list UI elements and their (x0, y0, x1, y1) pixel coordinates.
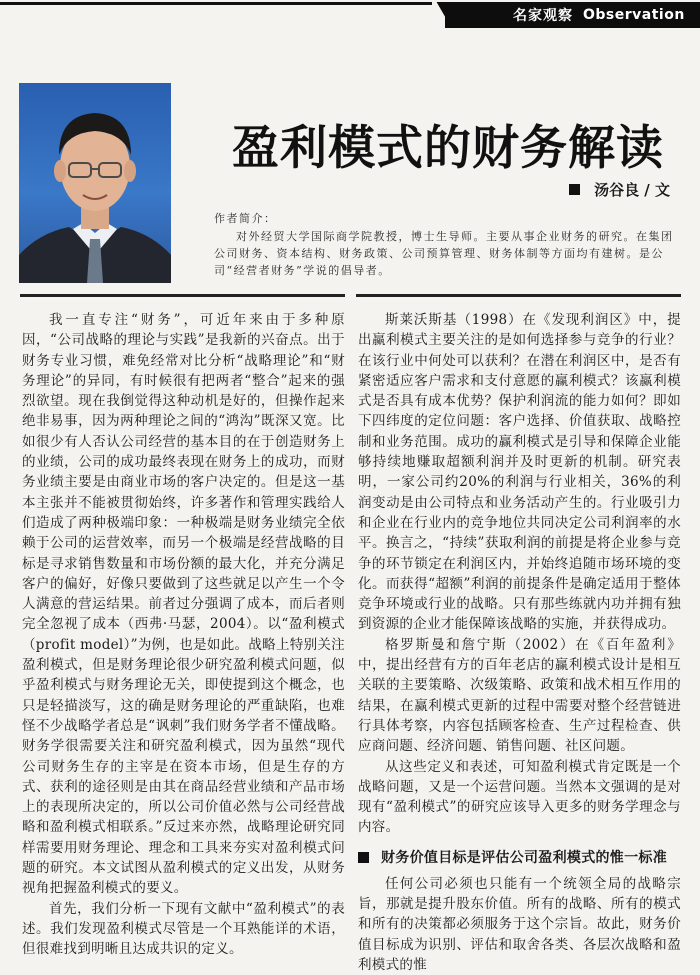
byline (569, 179, 670, 200)
body-paragraph: 任何公司必须也只能有一个统领全局的战略宗旨，那就是提升股东价值。所有的战略、所有的模式和所有的决策都必须服务于这个宗旨。故此，财务价值目标成为识别、评估和取舍各类、各层次战略和盈利模式的惟 (358, 875, 681, 973)
byline-text: 汤谷良 / 文 (594, 181, 670, 199)
subheading-text: 财务价值目标是评估公司盈利模式的惟一标准 (381, 849, 667, 866)
divider-right (356, 294, 681, 297)
subheading-square-icon (358, 852, 369, 863)
column-right (358, 310, 681, 975)
body-paragraph: 格罗斯曼和詹宁斯（2002）在《百年盈利》中，提出经营有方的百年老店的赢利模式设计是相互关联的主要策略、次级策略、政策和战术相互作用的结果，在赢利模式更新的过程中需要对整个经营链进行具体考察，内容包括顾客检查、生产过程检查、供应商问题、经济问题、销售问题、社区问题。 (358, 636, 681, 755)
body-paragraph: 从这些定义和表述，可知盈利模式肯定既是一个战略问题，又是一个运营问题。当然本文强调的是对现有“盈利模式”的研究应该导入更多的财务学理念与内容。 (358, 758, 681, 836)
column-left (22, 310, 345, 960)
bio-label: 作者简介： (214, 212, 277, 225)
body-paragraph: 斯莱沃斯基（1998）在《发现利润区》中，提出赢利模式主要关注的是如何选择参与竞争的行业？在该行业中何处可以获利？在潜在利润区中，是否有紧密适应客户需求和支付意愿的赢利模式？该赢利模式是否具有成本优势？保护利润流的能力如何？即如下四纬度的定位问题：客户选择、价值获取、战略控制和业务范围。成功的赢利模式是引导和保障企业能够持续地赚取超额利润并及时更新的机制。研究表明，一家公司约20%的利润与行业相关，36%的利润变动是由公司特点和业务活动产生的。行业吸引力和企业在行业内的竞争地位共同决定公司利润率的水平。换言之，“持续”获取利润的前提是将企业参与竞争的环节锁定在利润区内，并始终追随市场环境的变化。而获得“超额”利润的前提条件是确定适用于整体竞争环境或行业的战略。只有那些练就内功并拥有独到资源的企业才能保障该战略的实施，并获得成功。 (358, 312, 681, 633)
section-name-en: Observation (583, 7, 685, 23)
author-photo (19, 83, 171, 283)
section-header (445, 2, 700, 28)
section-subheading (358, 848, 681, 868)
article-title: 盈利模式的财务解读 (232, 121, 664, 176)
body-paragraph: 我一直专注“财务”，可近年来由于多种原因，“公司战略的理论与实践”是我新的兴奋点。出于财务专业习惯，难免经常对比分析“战略理论”和“财务理论”的异同，有时候很有把两者“整合”起来的强烈欲望。现在我倒觉得这种动机是好的，但操作起来绝非易事，因为两种理论之间的“鸿沟”既深又宽。比如很少有人否认公司经营的基本目的在于创造财务上的业绩，公司的成功最终表现在财务上的成功，而财务业绩主要是由商业市场的客户决定的。但是这一基本主张并不能被贯彻始终，许多著作和管理实践给人们造成了两种极端印象：一种极端是财务业绩完全依赖于公司的运营效率，而另一个极端是经营战略的目标是寻求销售数量和市场份额的最大化，并充分满足客户的偏好，好像只要做到了这些就足以产生一个令人满意的营运结果。前者过分强调了成本，而后者则完全忽视了成本（西弗·马瑟，2004）。以“盈利模式（profit model）”为例，也是如此。战略上特别关注盈利模式，但是财务理论很少研究盈利模式问题，似乎盈利模式与财务理论无关，即使提到这个概念，也只是轻描淡写，这的确是财务理论的严重缺陷，也难怪不少战略学者总是“讽刺”我们财务学者不懂战略。财务学很需要关注和研究盈利模式，因为虽然“现代公司财务生存的主宰是在资本市场，但是生存的方式、获利的途径则是由其在商品经营业绩和产品市场上的表现所决定的，所以公司价值必然与公司经营战略和盈利模式相联系。”反过来亦然，战略理论研究同样需要用财务理论、理念和工具来夯实对盈利模式问题的研究。本文试图从盈利模式的定义出发，从财务视角把握盈利模式的要义。 (22, 312, 345, 897)
author-bio (214, 210, 684, 279)
body-paragraph: 首先，我们分析一下现有文献中“盈利模式”的表述。我们发现盈利模式尽管是一个耳熟能详的术语，但很难找到明晰且达成共识的定义。 (22, 900, 345, 958)
section-name-cn: 名家观察 (513, 8, 573, 24)
byline-square-icon (569, 184, 580, 195)
bio-text: 对外经贸大学国际商学院教授，博士生导师。主要从事企业财务的研究。在集团公司财务、资本结构、财务政策、公司预算管理、财务体制等方面均有建树。是公司“经营者财务”学说的倡导者。 (214, 230, 674, 277)
author-portrait-illustration (19, 83, 171, 283)
divider-left (20, 294, 345, 297)
